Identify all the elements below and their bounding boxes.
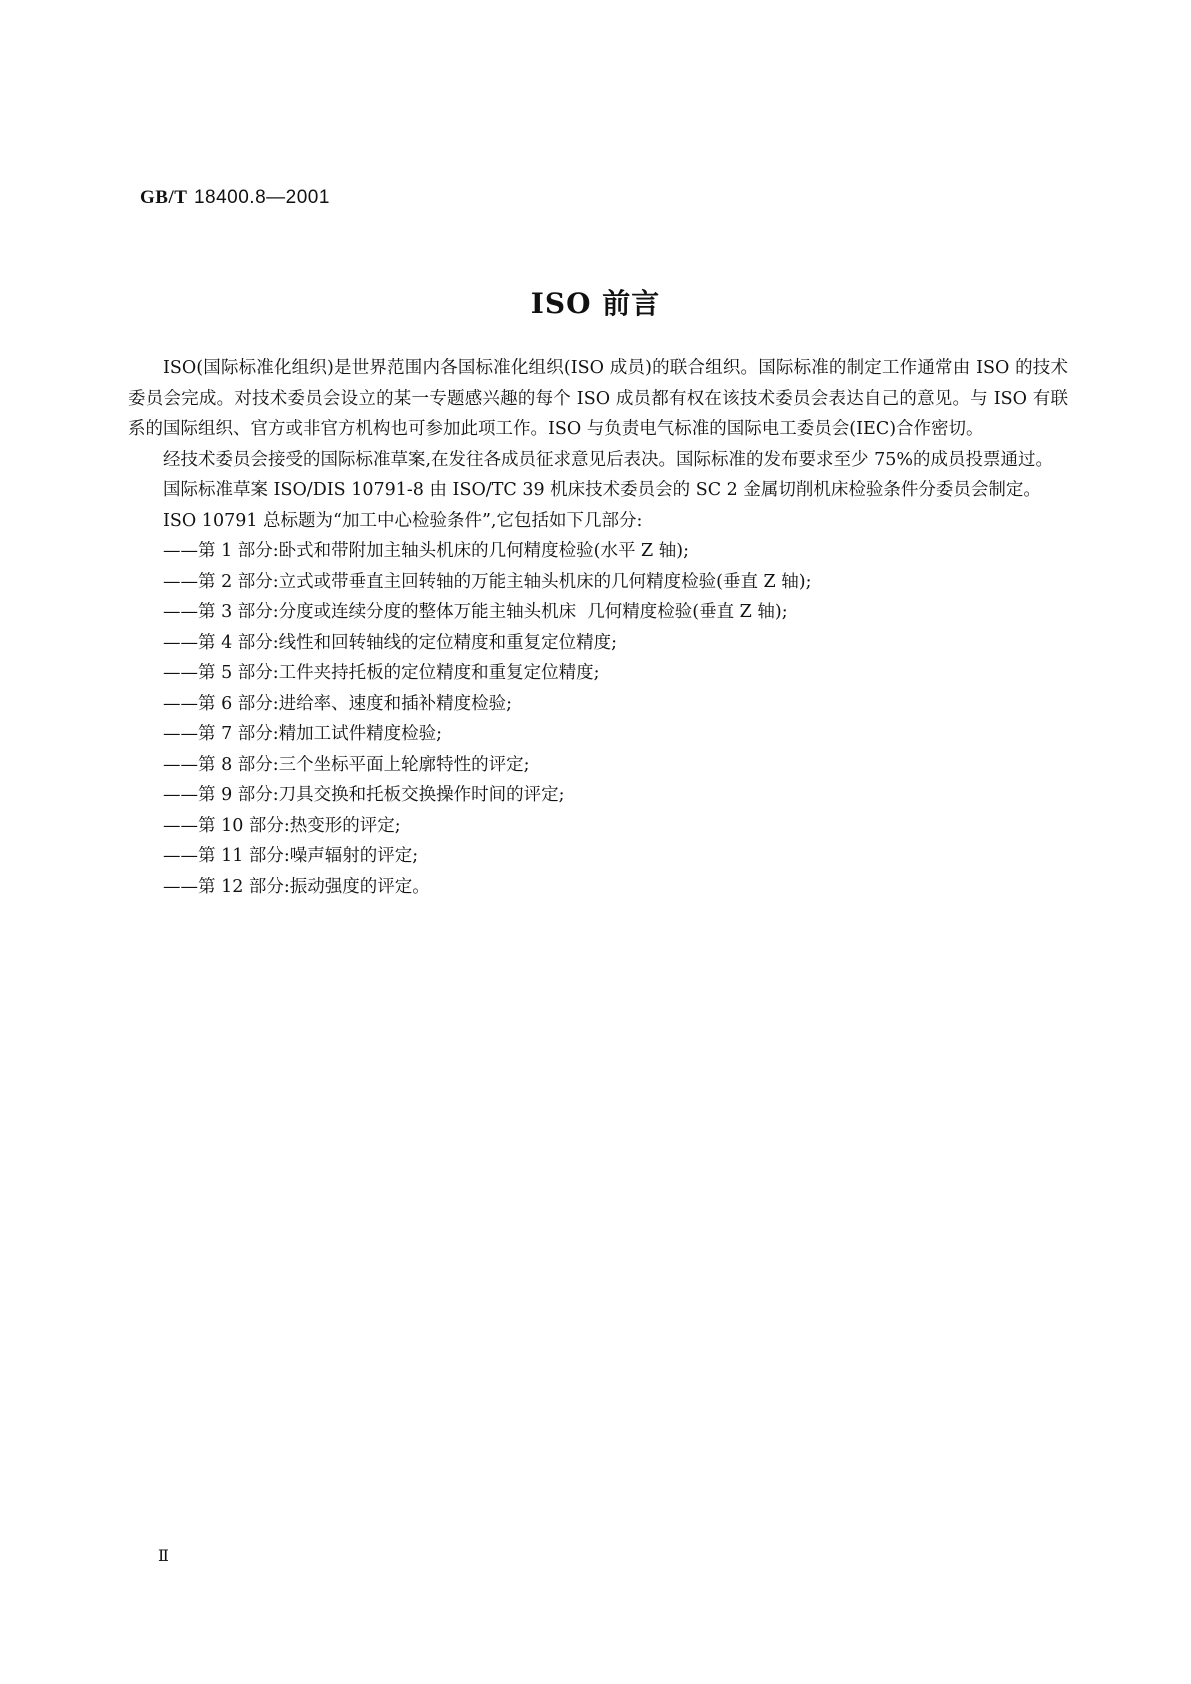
page-title: ISO 前言 — [530, 287, 661, 320]
standard-number: 18400.8—2001 — [193, 187, 330, 208]
list-item: ——第 11 部分:噪声辐射的评定; — [163, 846, 419, 866]
list-item: ——第 1 部分:卧式和带附加主轴头机床的几何精度检验(水平 Z 轴); — [163, 541, 689, 561]
list-item: ——第 8 部分:三个坐标平面上轮廓特性的评定; — [163, 754, 530, 775]
page-number: Ⅱ — [158, 1546, 169, 1565]
document-header — [140, 186, 330, 209]
list-item: ——第 2 部分:立式或带垂直主回转轴的万能主轴头机床的几何精度检验(垂直 Z 轴); — [163, 571, 812, 592]
list-item: ——第 6 部分:进给率、速度和插补精度检验; — [163, 693, 513, 714]
list-item: ——第 12 部分:振动强度的评定。 — [163, 876, 430, 897]
list-item: ——第 5 部分:工件夹持托板的定位精度和重复定位精度; — [163, 663, 600, 683]
parts-list — [128, 536, 1068, 902]
paragraph-draft: 国际标准草案 ISO/DIS 10791-8 由 ISO/TC 39 机床技术委员会的 SC 2 金属切削机床检验条件分委员会制定。 — [163, 480, 1041, 500]
paragraph-general-title: ISO 10791 总标题为“加工中心检验条件”,它包括如下几部分: — [163, 510, 643, 531]
list-item: ——第 7 部分:精加工试件精度检验; — [163, 724, 443, 744]
paragraph-voting: 经技术委员会接受的国际标准草案,在发往各成员征求意见后表决。国际标准的发布要求至少 75%的成员投票通过。 — [163, 449, 1054, 470]
list-item: ——第 3 部分:分度或连续分度的整体万能主轴头机床 几何精度检验(垂直 Z 轴); — [163, 602, 788, 622]
paragraph-iso-intro: ISO(国际标准化组织)是世界范围内各国标准化组织(ISO 成员)的联合组织。国际标准的制定工作通常由 ISO 的技术委员会完成。对技术委员会设立的某一专题感兴趣的每个 ISO 成员都有权在该技术委员会表达自己的意见。与 ISO 有联系的国际组织、官方或非官方机构也可参加此项工作。ISO 与负责电气标准的国际电工委员会(IEC)合作密切。 — [128, 358, 1068, 439]
standard-prefix: GB/T — [140, 187, 188, 208]
list-item: ——第 4 部分:线性和回转轴线的定位精度和重复定位精度; — [163, 632, 618, 653]
list-item: ——第 10 部分:热变形的评定; — [163, 815, 401, 836]
document-body — [128, 353, 1068, 902]
list-item: ——第 9 部分:刀具交换和托板交换操作时间的评定; — [163, 785, 565, 805]
